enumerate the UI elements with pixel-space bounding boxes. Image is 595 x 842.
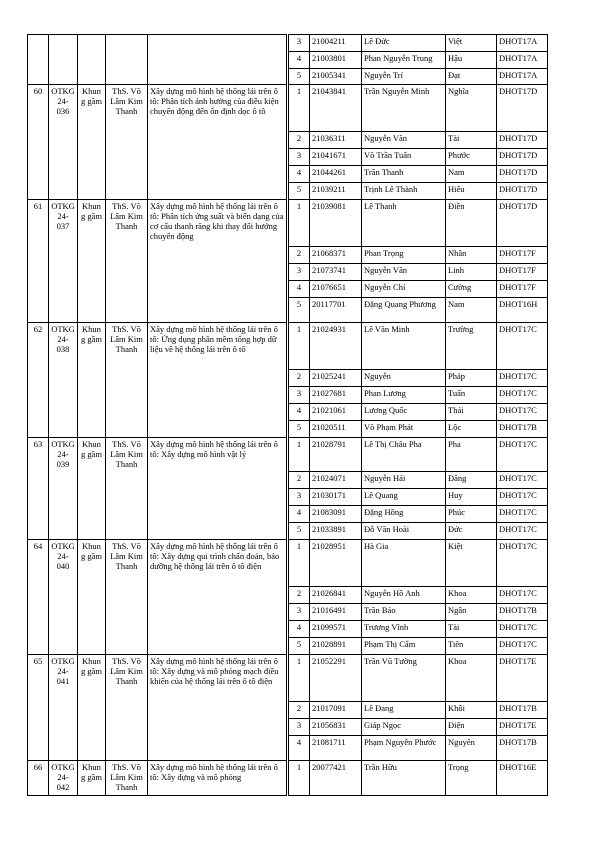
student-surname: Lê Đang	[362, 702, 446, 719]
student-id: 21043841	[310, 85, 362, 132]
student-given-name: Nam	[446, 166, 497, 183]
student-index: 5	[289, 69, 310, 85]
student-class: DHOT17C	[497, 370, 548, 387]
student-row	[289, 183, 548, 200]
supervisor-name	[106, 35, 148, 85]
student-row	[289, 166, 548, 183]
student-surname: Lê Đức	[362, 35, 446, 52]
student-row	[289, 387, 548, 404]
student-id: 20117701	[310, 298, 362, 323]
student-given-name: Khôi	[446, 702, 497, 719]
student-row	[289, 438, 548, 472]
student-index: 5	[289, 298, 310, 323]
student-surname: Trần Vũ Tường	[362, 655, 446, 702]
student-index: 1	[289, 85, 310, 132]
student-class: DHOT17B	[497, 736, 548, 761]
student-row	[289, 523, 548, 540]
student-class: DHOT17A	[497, 69, 548, 85]
student-row	[289, 323, 548, 370]
student-id: 21024931	[310, 323, 362, 370]
student-row	[289, 421, 548, 438]
student-class: DHOT17C	[497, 506, 548, 523]
student-class: DHOT17C	[497, 323, 548, 370]
student-class: DHOT17D	[497, 200, 548, 247]
topic-type: Khung gầm	[78, 540, 106, 655]
student-id: 21068371	[310, 247, 362, 264]
student-class: DHOT17A	[497, 35, 548, 52]
supervisor-name: ThS. Võ Lâm Kim Thanh	[106, 200, 148, 323]
student-row	[289, 404, 548, 421]
student-row	[289, 298, 548, 323]
student-index: 4	[289, 506, 310, 523]
student-surname: Trần Hữu	[362, 761, 446, 796]
student-row	[289, 35, 548, 52]
topic-row	[28, 323, 287, 438]
student-index: 5	[289, 523, 310, 540]
student-row	[289, 200, 548, 247]
student-class: DHOT17D	[497, 85, 548, 132]
supervisor-name: ThS. Võ Lâm Kim Thanh	[106, 540, 148, 655]
student-surname: Trương Vĩnh	[362, 621, 446, 638]
student-surname: Nguyễn Văn	[362, 132, 446, 149]
student-row	[289, 472, 548, 489]
topic-code	[49, 35, 78, 85]
students-table	[288, 34, 548, 796]
student-index: 3	[289, 489, 310, 506]
student-surname: Đặng Quang Phương	[362, 298, 446, 323]
student-given-name: Việt	[446, 35, 497, 52]
student-class: DHOT17B	[497, 604, 548, 621]
student-row	[289, 655, 548, 702]
student-class: DHOT17C	[497, 638, 548, 655]
student-index: 2	[289, 702, 310, 719]
student-given-name: Đạt	[446, 69, 497, 85]
student-given-name: Trọng	[446, 761, 497, 796]
student-surname: Trần Bảo	[362, 604, 446, 621]
student-index: 5	[289, 183, 310, 200]
student-surname: Trần Nguyễn Minh	[362, 85, 446, 132]
student-row	[289, 761, 548, 796]
student-given-name: Cường	[446, 281, 497, 298]
student-class: DHOT17B	[497, 421, 548, 438]
student-row	[289, 540, 548, 587]
student-id: 21076651	[310, 281, 362, 298]
student-index: 4	[289, 736, 310, 761]
student-index: 4	[289, 404, 310, 421]
student-surname: Giáp Ngọc	[362, 719, 446, 736]
student-id: 21041671	[310, 149, 362, 166]
student-index: 1	[289, 761, 310, 796]
student-index: 3	[289, 149, 310, 166]
student-given-name: Tài	[446, 621, 497, 638]
topic-type: Khung gầm	[78, 438, 106, 540]
topic-number: 65	[28, 655, 49, 761]
student-class: DHOT17E	[497, 655, 548, 702]
student-index: 2	[289, 472, 310, 489]
student-given-name: Phước	[446, 149, 497, 166]
topic-code: OTKG 24- 039	[49, 438, 78, 540]
topic-title: Xây dựng mô hình hệ thống lái trên ô tô: Phân tích ứng suất và biến dạng của cơ cấu thanh răng khi thay đổi hướng chuyển động	[148, 200, 287, 323]
student-index: 1	[289, 438, 310, 472]
student-id: 21017091	[310, 702, 362, 719]
student-id: 21033891	[310, 523, 362, 540]
student-given-name: Nam	[446, 298, 497, 323]
student-row	[289, 638, 548, 655]
topic-number: 62	[28, 323, 49, 438]
student-class: DHOT17A	[497, 52, 548, 69]
student-given-name: Pháp	[446, 370, 497, 387]
student-row	[289, 719, 548, 736]
student-index: 1	[289, 655, 310, 702]
student-class: DHOT17C	[497, 621, 548, 638]
student-index: 1	[289, 323, 310, 370]
topic-code: OTKG 24- 037	[49, 200, 78, 323]
student-id: 21044261	[310, 166, 362, 183]
student-id: 21025241	[310, 370, 362, 387]
student-index: 2	[289, 587, 310, 604]
topic-type	[78, 35, 106, 85]
student-surname: Lương Quốc	[362, 404, 446, 421]
student-surname: Nguyễn Hải	[362, 472, 446, 489]
topic-type: Khung gầm	[78, 761, 106, 796]
topic-title: Xây dựng mô hình hệ thống lái trên ô tô: Xây dựng và mô phỏng mạch điều khiển của hệ thống lái trên ô tô điện	[148, 655, 287, 761]
student-surname: Phạm Thị Cẩm	[362, 638, 446, 655]
student-row	[289, 489, 548, 506]
supervisor-name: ThS. Võ Lâm Kim Thanh	[106, 761, 148, 796]
topic-code: OTKG 24- 040	[49, 540, 78, 655]
student-given-name: Pha	[446, 438, 497, 472]
topic-title: Xây dựng mô hình hệ thống lái trên ô tô: Ứng dụng phần mềm tổng hợp dữ liệu về hệ thống lái trên ô tô	[148, 323, 287, 438]
student-surname: Lê Văn Minh	[362, 323, 446, 370]
student-given-name: Tuấn	[446, 387, 497, 404]
student-surname: Võ Trần Tuấn	[362, 149, 446, 166]
student-given-name: Tài	[446, 132, 497, 149]
student-row	[289, 702, 548, 719]
student-row	[289, 604, 548, 621]
student-id: 21016491	[310, 604, 362, 621]
topic-row	[28, 85, 287, 200]
student-class: DHOT17D	[497, 183, 548, 200]
student-surname: Phan Trọng	[362, 247, 446, 264]
student-index: 3	[289, 604, 310, 621]
student-given-name: Điền	[446, 200, 497, 247]
student-given-name: Thái	[446, 404, 497, 421]
topic-title: Xây dựng mô hình hệ thống lái trên ô tô: Xây dựng mô hình vật lý	[148, 438, 287, 540]
student-id: 20077421	[310, 761, 362, 796]
student-id: 21027681	[310, 387, 362, 404]
student-class: DHOT17C	[497, 587, 548, 604]
student-row	[289, 132, 548, 149]
student-id: 21039081	[310, 200, 362, 247]
student-surname: Lê Quang	[362, 489, 446, 506]
student-given-name: Phúc	[446, 506, 497, 523]
student-index: 2	[289, 132, 310, 149]
student-surname: Đặng Hồng	[362, 506, 446, 523]
student-index: 4	[289, 621, 310, 638]
student-surname: Trịnh Lê Thành	[362, 183, 446, 200]
student-id: 21004211	[310, 35, 362, 52]
student-class: DHOT17E	[497, 719, 548, 736]
student-surname: Võ Phạm Phát	[362, 421, 446, 438]
student-given-name: Khoa	[446, 587, 497, 604]
student-row	[289, 736, 548, 761]
student-given-name: Nghĩa	[446, 85, 497, 132]
student-class: DHOT17F	[497, 264, 548, 281]
student-index: 4	[289, 281, 310, 298]
topic-number: 66	[28, 761, 49, 796]
student-row	[289, 621, 548, 638]
student-given-name: Trường	[446, 323, 497, 370]
topic-title: Xây dựng mô hình hệ thống lái trên ô tô: Xây dựng qui trình chẩn đoán, bảo dưỡng hệ thống lái trên ô tô điện	[148, 540, 287, 655]
student-given-name: Đăng	[446, 472, 497, 489]
topic-row	[28, 35, 287, 85]
supervisor-name: ThS. Võ Lâm Kim Thanh	[106, 85, 148, 200]
student-given-name: Lộc	[446, 421, 497, 438]
student-surname: Trần Thanh	[362, 166, 446, 183]
student-id: 21099571	[310, 621, 362, 638]
student-given-name: Ngân	[446, 604, 497, 621]
student-row	[289, 52, 548, 69]
topic-row	[28, 200, 287, 323]
student-class: DHOT16H	[497, 298, 548, 323]
student-given-name: Kiệt	[446, 540, 497, 587]
student-class: DHOT17C	[497, 472, 548, 489]
student-row	[289, 85, 548, 132]
student-index: 1	[289, 540, 310, 587]
student-index: 5	[289, 421, 310, 438]
student-id: 21081711	[310, 736, 362, 761]
student-row	[289, 281, 548, 298]
student-class: DHOT17C	[497, 438, 548, 472]
student-class: DHOT17C	[497, 523, 548, 540]
student-given-name: Khoa	[446, 655, 497, 702]
student-id: 21083091	[310, 506, 362, 523]
topic-title: Xây dựng mô hình hệ thống lái trên ô tô: Phân tích ảnh hưởng của điều kiện chuyển động đến ổn định dọc ô tô	[148, 85, 287, 200]
student-class: DHOT17C	[497, 387, 548, 404]
student-id: 21005341	[310, 69, 362, 85]
topic-number: 60	[28, 85, 49, 200]
student-index: 3	[289, 35, 310, 52]
topic-number	[28, 35, 49, 85]
student-index: 4	[289, 166, 310, 183]
student-surname: Hà Gia	[362, 540, 446, 587]
topics-table	[27, 34, 287, 796]
student-id: 21030171	[310, 489, 362, 506]
student-row	[289, 149, 548, 166]
student-class: DHOT17D	[497, 132, 548, 149]
student-id: 21028791	[310, 438, 362, 472]
student-id: 21024071	[310, 472, 362, 489]
student-id: 21020511	[310, 421, 362, 438]
topic-type: Khung gầm	[78, 85, 106, 200]
student-surname: Đỗ Văn Hoài	[362, 523, 446, 540]
supervisor-name: ThS. Võ Lâm Kim Thanh	[106, 438, 148, 540]
topic-type: Khung gầm	[78, 323, 106, 438]
topic-title: Xây dựng mô hình hệ thống lái trên ô tô: Xây dựng và mô phỏng	[148, 761, 287, 796]
student-row	[289, 587, 548, 604]
topic-number: 63	[28, 438, 49, 540]
topic-title	[148, 35, 287, 85]
topic-type: Khung gầm	[78, 655, 106, 761]
student-class: DHOT17F	[497, 281, 548, 298]
topic-code: OTKG 24- 038	[49, 323, 78, 438]
student-class: DHOT17C	[497, 540, 548, 587]
topic-code: OTKG 24- 042	[49, 761, 78, 796]
student-given-name: Tiên	[446, 638, 497, 655]
supervisor-name: ThS. Võ Lâm Kim Thanh	[106, 323, 148, 438]
student-surname: Phạm Nguyễn Phước	[362, 736, 446, 761]
student-class: DHOT17C	[497, 489, 548, 506]
student-surname: Phan Lương	[362, 387, 446, 404]
topic-row	[28, 438, 287, 540]
student-index: 3	[289, 719, 310, 736]
student-index: 3	[289, 264, 310, 281]
student-given-name: Hậu	[446, 52, 497, 69]
student-given-name: Linh	[446, 264, 497, 281]
student-given-name: Nhân	[446, 247, 497, 264]
student-class: DHOT17D	[497, 166, 548, 183]
student-surname: Nguyễn Văn	[362, 264, 446, 281]
student-surname: Phan Nguyễn Trung	[362, 52, 446, 69]
topic-code: OTKG 24- 036	[49, 85, 78, 200]
topic-row	[28, 655, 287, 761]
student-index: 3	[289, 387, 310, 404]
student-given-name: Huy	[446, 489, 497, 506]
student-id: 21056831	[310, 719, 362, 736]
topic-code: OTKG 24- 041	[49, 655, 78, 761]
student-given-name: Nguyên	[446, 736, 497, 761]
student-id: 21039211	[310, 183, 362, 200]
student-row	[289, 506, 548, 523]
topic-type: Khung gầm	[78, 200, 106, 323]
student-id: 21028891	[310, 638, 362, 655]
student-class: DHOT17C	[497, 404, 548, 421]
student-id: 21026841	[310, 587, 362, 604]
student-class: DHOT17D	[497, 149, 548, 166]
supervisor-name: ThS. Võ Lâm Kim Thanh	[106, 655, 148, 761]
student-surname: Nguyễn Trí	[362, 69, 446, 85]
student-class: DHOT17F	[497, 247, 548, 264]
student-surname: Lê Thanh	[362, 200, 446, 247]
student-given-name: Hiếu	[446, 183, 497, 200]
student-row	[289, 264, 548, 281]
student-id: 21021061	[310, 404, 362, 421]
topic-number: 64	[28, 540, 49, 655]
topic-number: 61	[28, 200, 49, 323]
student-row	[289, 69, 548, 85]
student-class: DHOT16E	[497, 761, 548, 796]
student-index: 1	[289, 200, 310, 247]
student-surname: Lê Thị Châu Pha	[362, 438, 446, 472]
student-id: 21028951	[310, 540, 362, 587]
student-id: 21052291	[310, 655, 362, 702]
student-row	[289, 247, 548, 264]
student-index: 5	[289, 638, 310, 655]
student-surname: Nguyễn Hồ Anh	[362, 587, 446, 604]
topic-row	[28, 761, 287, 796]
student-row	[289, 370, 548, 387]
student-index: 2	[289, 370, 310, 387]
student-id: 21003801	[310, 52, 362, 69]
student-index: 4	[289, 52, 310, 69]
student-id: 21036311	[310, 132, 362, 149]
student-surname: Nguyễn Chí	[362, 281, 446, 298]
student-id: 21073741	[310, 264, 362, 281]
topic-row	[28, 540, 287, 655]
student-index: 2	[289, 247, 310, 264]
student-surname: Nguyễn	[362, 370, 446, 387]
student-class: DHOT17B	[497, 702, 548, 719]
student-given-name: Điện	[446, 719, 497, 736]
student-given-name: Đức	[446, 523, 497, 540]
